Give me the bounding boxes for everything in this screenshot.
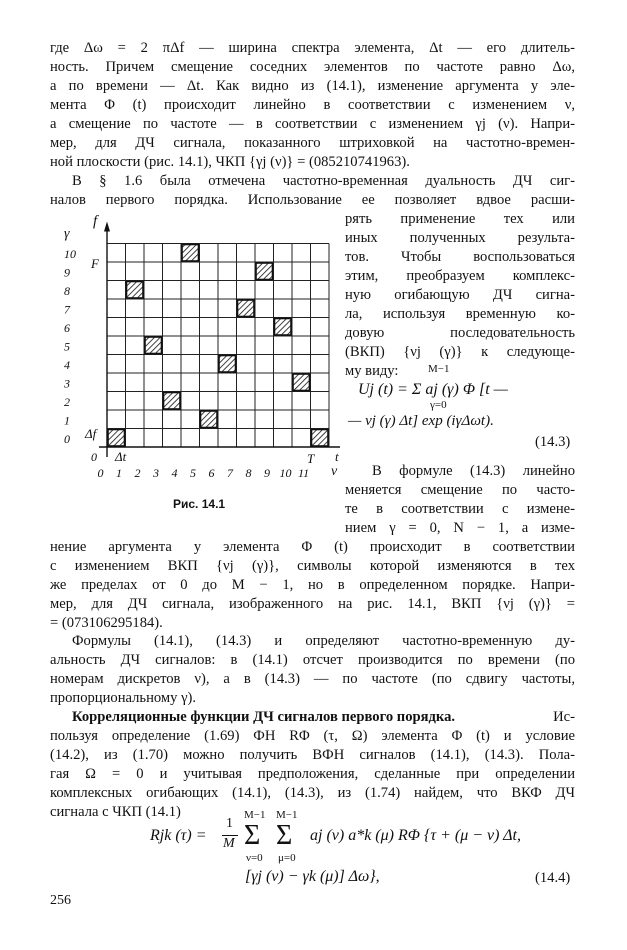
fraction-numerator: 1 [226,816,233,831]
sum-lower-limit: γ=0 [430,399,447,411]
text-line: ность. Причем смещение соседних элементов по частоте равно Δω, [50,59,575,75]
text-line: сигнала с ЧКП (14.1) [50,804,181,820]
gamma-tick-label: 10 [64,246,76,261]
F-label: F [91,256,99,271]
sigma-symbol: Σ [244,820,261,851]
figure-14-1 [55,210,340,510]
hatched-cell [312,430,329,447]
hatched-cell [238,300,255,317]
nu-tick-label: 2 [134,466,141,480]
text-line: ную огибающую ДЧ сигна- [345,287,575,303]
formula-14-4-body: aj (ν) a*k (μ) RΦ {τ + (μ − ν) Δt, [310,827,521,844]
section-heading: Корреляционные функции ДЧ сигналов первого порядка. [72,709,456,725]
text-line: те в соответствии с измене- [345,501,575,517]
gamma-tick-label: 0 [64,431,70,446]
text-line: пользуя определение (1.69) ФН RΦ (τ, Ω) элемента Φ (t) и условие [50,728,575,744]
hatched-cell [219,356,236,373]
gamma-tick-label: 8 [64,283,70,298]
nu-tick-label: 6 [208,466,215,480]
hatched-cell [201,411,218,428]
fraction-denominator: M [223,836,235,851]
sum-lower-limit: ν=0 [246,852,263,864]
T-label: T [307,451,315,466]
text-line: номерам дискретов ν), а в (14.3) — по частоте (по сдвигу частоты, [50,671,575,687]
text-line: этим, преобразуем комплекс- [345,268,575,284]
formula-14-3-line2: — νj (γ) Δt] exp (iγΔωt). [348,413,494,429]
origin-label: 0 [91,450,97,464]
hatched-cell [293,374,310,391]
sum-upper-limit: M−1 [276,809,298,821]
nu-tick-label: 3 [153,466,159,480]
gamma-label: γ [64,226,70,242]
text-line: = (073106295184). [50,615,163,631]
text-line: гая Ω = 0 и учитывая предположения, сделанные при определении [50,766,575,782]
text-line: Формулы (14.1), (14.3) и определяют частотно-временную ду- [72,633,575,649]
text-line: нение аргумента у элемента Φ (t) происходит в соответствии [50,539,575,555]
sum-upper-limit: M−1 [244,809,266,821]
text-line: альность ДЧ сигналов: в (14.1) отсчет производится по времени (по [50,652,575,668]
text-fragment: Ис- [553,709,575,725]
hatched-cell [164,393,181,410]
text-line: пропорциональному γ). [50,690,197,706]
gamma-tick-label: 6 [64,320,70,335]
nu-tick-label: 0 [97,466,104,480]
text-line: (14.2), из (1.70) можно получить ВФН сигналов (14.1), (14.3). Пола- [50,747,575,763]
text-line: (ВКП) {νj (γ)} к следующе- [345,344,575,360]
gamma-tick-label: 2 [64,394,70,409]
text-line: мента Φ (t) происходит линейно в соответствии с изменением ν, [50,97,575,113]
text-line: а по времени — Δt. Как видно из (14.1), изменение аргумента у эле- [50,78,575,94]
gamma-tick-label: 9 [64,265,70,280]
text-line: му виду: [345,363,399,379]
sum-upper-limit: M−1 [428,363,450,375]
text-line: иных полученных результа- [345,230,575,246]
nu-tick-label: 10 [279,466,292,480]
t-label: t [335,449,339,464]
text-line: мер, для ДЧ сигнала, изображенного на рис. 14.1, ВКП {νj (γ)} = [50,596,575,612]
hatched-cell [182,245,199,262]
gamma-tick-label: 1 [64,413,70,428]
text-line: нием γ = 0, N − 1, а изме- [345,520,575,536]
text-line: тов. Чтобы воспользоваться [345,249,575,265]
text-line: В § 1.6 была отмечена частотно-временная дуальность ДЧ сиг- [72,173,575,189]
nu-label: ν [331,464,338,479]
gamma-tick-label: 7 [64,302,70,317]
y-axis-label: f [93,213,98,230]
text-line: мер, для ДЧ сигнала, показанного штриховкой на частотно-времен- [50,135,575,151]
text-line: меняется смещение по часто- [345,482,575,498]
formula-14-3-line1: Uj (t) = Σ aj (γ) Φ [t — [358,381,508,398]
text-line: а смещение по частоте — в соответствии с изменением γj (ν). Напри- [50,116,575,132]
hatched-cell [145,337,162,354]
text-line: рять применение тех или [345,211,575,227]
hatched-cell [256,263,273,280]
nu-tick-label: 1 [116,466,122,480]
nu-tick-label: 7 [227,466,233,480]
figure-caption: Рис. 14.1 [173,497,226,511]
hatched-cell [127,282,144,299]
nu-tick-label: 4 [171,466,178,480]
time-frequency-grid [55,210,340,510]
delta-f-label: Δf [85,425,97,441]
text-line: комплексных огибающих (14.1), (14.3), из (1.74) найдем, что ВКФ ДЧ [50,785,575,801]
text-line: ной плоскости (рис. 14.1), ЧКП {γj (ν)} = (085210741963). [50,154,410,170]
nu-tick-label: 11 [298,466,310,480]
text-line: ла, используя временную ко- [345,306,575,322]
text-line: налов первого порядка. Использование ее позволяет вдвое расши- [50,192,575,208]
text-line: В формуле (14.3) линейно [372,463,575,479]
delta-t-label: Δt [115,449,127,464]
y-axis-arrow [104,222,110,232]
nu-tick-label: 8 [245,466,252,480]
hatched-cell [108,430,125,447]
hatched-cell [275,319,292,336]
equation-number: (14.4) [535,870,571,886]
gamma-tick-label: 4 [64,357,70,372]
sigma-symbol: Σ [276,820,293,851]
text-line [72,708,575,726]
text-line: же пределах от 0 до M − 1, но в определенном порядке. Напри- [50,577,575,593]
gamma-tick-label: 3 [64,376,70,391]
text-line: где Δω = 2 πΔf — ширина спектра элемента, Δt — его длитель- [50,40,575,56]
page-number: 256 [50,893,71,908]
formula-14-4-line2: [γj (ν) − γk (μ)] Δω}, [245,868,380,885]
formula-14-4-lhs: Rjk (τ) = [150,827,207,844]
text-line: с изменением ВКП {νj (γ)}, символы которой изменяются в тех [50,558,575,574]
gamma-tick-label: 5 [64,339,70,354]
sum-lower-limit: μ=0 [278,852,296,864]
text-line: довую последовательность [345,325,575,341]
nu-tick-label: 5 [190,466,196,480]
nu-tick-label: 9 [264,466,270,480]
equation-number: (14.3) [535,434,571,450]
